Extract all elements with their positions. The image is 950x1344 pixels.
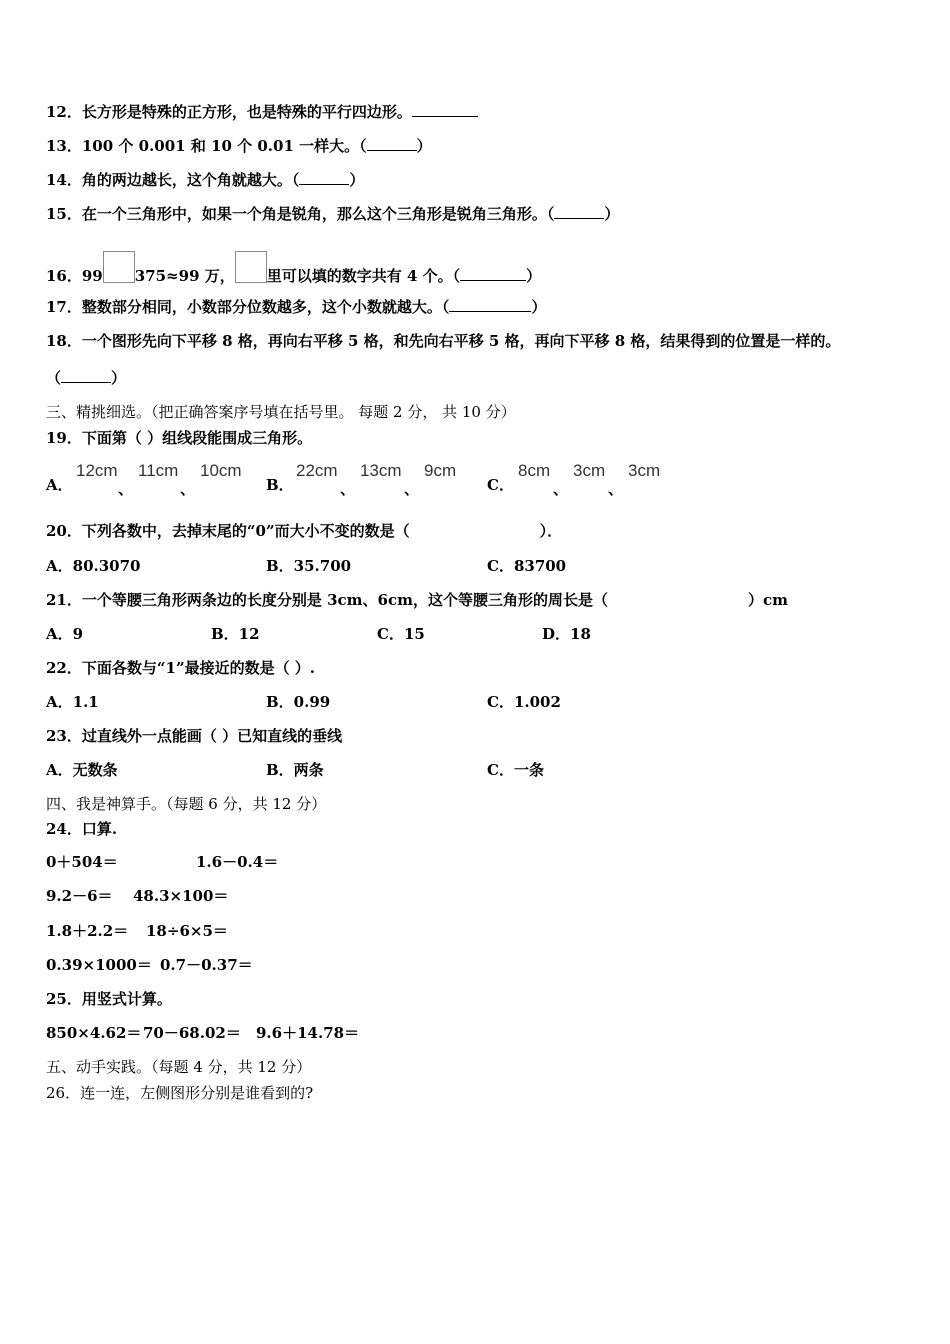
answer-blank[interactable] <box>299 170 349 185</box>
calc-item: 850×4.62＝ <box>46 1024 142 1042</box>
option-a[interactable]: A．80.3070 <box>46 557 141 575</box>
calc-item: 18÷6×5＝ <box>146 922 228 940</box>
question-12: 12．长方形是特殊的正方形，也是特殊的平行四边形。 <box>46 102 478 122</box>
answer-blank[interactable] <box>554 204 604 219</box>
question-13: 13．100 个 0.001 和 10 个 0.01 一样大。（ ） <box>46 137 432 155</box>
option-c[interactable]: C．一条 <box>487 761 544 779</box>
segment-length: 10cm <box>200 461 242 480</box>
option-b[interactable]: B．35.700 <box>266 557 352 575</box>
option-a[interactable]: A．9 <box>46 625 84 643</box>
question-26: 26．连一连，左侧图形分别是谁看到的? <box>46 1084 314 1102</box>
calc-item: 0＋504＝ <box>46 853 118 871</box>
option-b[interactable]: B．12 <box>211 625 260 643</box>
question-21: 21．一个等腰三角形两条边的长度分别是 3cm、6cm，这个等腰三角形的周长是（ ）cm <box>46 591 788 609</box>
question-23: 23．过直线外一点能画（ ）已知直线的垂线 <box>46 727 343 745</box>
digit-box[interactable] <box>235 251 267 283</box>
option-c[interactable]: C．1.002 <box>487 693 561 711</box>
calc-item: 0.7－0.37＝ <box>160 956 253 974</box>
option-a-label[interactable]: A． <box>46 476 73 494</box>
option-b-label[interactable]: B． <box>266 476 294 494</box>
digit-box[interactable] <box>103 251 135 283</box>
segment-length: 13cm <box>360 461 402 480</box>
option-a[interactable]: A．1.1 <box>46 693 99 711</box>
question-17: 17．整数部分相同，小数部分位数越多，这个小数就越大。（ ） <box>46 298 547 316</box>
separator: 、 <box>180 480 196 498</box>
segment-length: 11cm <box>138 461 179 480</box>
answer-blank[interactable] <box>449 297 531 312</box>
segment-length: 8cm <box>518 461 551 480</box>
question-25: 25．用竖式计算。 <box>46 990 172 1008</box>
option-d[interactable]: D．18 <box>542 625 591 643</box>
calc-item: 1.8＋2.2＝ <box>46 922 129 940</box>
option-c[interactable]: C．15 <box>377 625 425 643</box>
option-c-label[interactable]: C． <box>487 476 514 494</box>
segment-length: 9cm <box>424 461 457 480</box>
calc-item: 70－68.02＝ <box>143 1024 241 1042</box>
calc-item: 9.2－6＝ <box>46 887 113 905</box>
question-22: 22．下面各数与“1”最接近的数是（ ）. <box>46 659 316 677</box>
question-18-answer: （ ） <box>46 369 127 387</box>
option-a[interactable]: A．无数条 <box>46 761 118 779</box>
calc-item: 0.39×1000＝ <box>46 956 152 974</box>
section-5-heading: 五、动手实践。（每题 4 分，共 12 分） <box>46 1058 312 1076</box>
question-24: 24．口算. <box>46 820 118 838</box>
separator: 、 <box>340 480 356 498</box>
question-16: 16．99 375≈99 万， 里可以填的数字共有 4 个。（ ） <box>46 251 541 286</box>
option-c[interactable]: C．83700 <box>487 557 567 575</box>
separator: 、 <box>553 480 569 498</box>
segment-length: 12cm <box>76 461 118 480</box>
option-b[interactable]: B．0.99 <box>266 693 331 711</box>
segment-length: 3cm <box>628 461 661 480</box>
segment-length: 3cm <box>573 461 606 480</box>
question-20: 20．下列各数中，去掉末尾的“0”而大小不变的数是（ ）． <box>46 522 563 540</box>
section-3-heading: 三、精挑细选。（把正确答案序号填在括号里。 每题 2 分， 共 10 分） <box>46 403 516 421</box>
calc-item: 1.6－0.4＝ <box>196 853 279 871</box>
answer-blank[interactable] <box>367 136 417 151</box>
answer-blank[interactable] <box>61 368 111 383</box>
section-4-heading: 四、我是神算手。（每题 6 分，共 12 分） <box>46 795 327 813</box>
answer-blank[interactable] <box>412 102 478 117</box>
segment-length: 22cm <box>296 461 338 480</box>
question-14: 14．角的两边越长，这个角就越大。（ ） <box>46 171 365 189</box>
separator: 、 <box>608 480 624 498</box>
option-b[interactable]: B．两条 <box>266 761 324 779</box>
separator: 、 <box>404 480 420 498</box>
answer-blank[interactable] <box>460 266 526 281</box>
separator: 、 <box>118 480 134 498</box>
calc-item: 48.3×100＝ <box>133 887 229 905</box>
question-15: 15．在一个三角形中，如果一个角是锐角，那么这个三角形是锐角三角形。（ ） <box>46 205 620 223</box>
calc-item: 9.6＋14.78＝ <box>256 1024 360 1042</box>
question-19: 19．下面第（ ）组线段能围成三角形。 <box>46 429 313 447</box>
question-18: 18．一个图形先向下平移 8 格，再向右平移 5 格，和先向右平移 5 格，再向下平移 8 格，结果得到的位置是一样的。 <box>46 332 841 350</box>
